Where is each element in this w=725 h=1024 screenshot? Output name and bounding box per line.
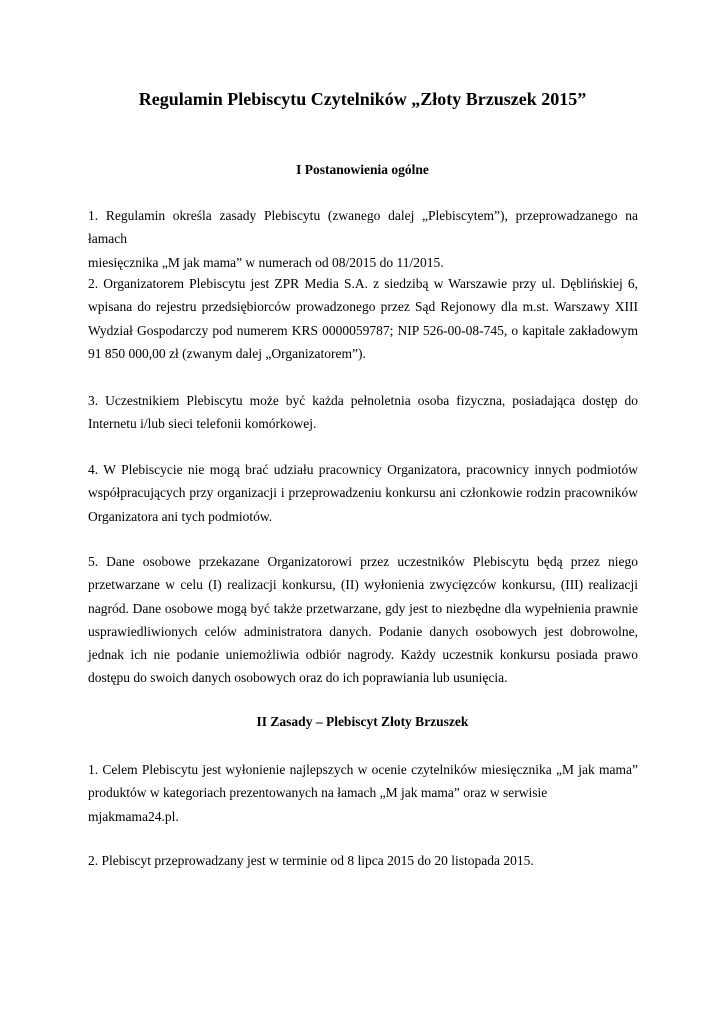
section1-paragraph-1 [88, 204, 638, 274]
paragraph-line: 91 850 000,00 zł (zwanym dalej „Organizatorem”). [88, 345, 366, 361]
paragraph-line: 3. Uczestnikiem Plebiscytu może być każda pełnoletnia osoba fizyczna, posiadająca dostęp do [88, 393, 638, 408]
paragraph-line: miesięcznika „M jak mama” w numerach od 08/2015 do 11/2015. [88, 254, 444, 270]
paragraph-line: mjakmama24.pl. [88, 808, 179, 824]
paragraph-line: współpracujących przy organizacji i przeprowadzeniu konkursu ani członkowie rodzin pracowników [88, 485, 638, 501]
section1-paragraph-4 [88, 458, 638, 528]
paragraph-line: Organizatora ani tych podmiotów. [88, 508, 273, 524]
section1-paragraph-3 [88, 389, 638, 436]
paragraph-line: 5. Dane osobowe przekazane Organizatorowi przez uczestników Plebiscytu będą przez niego [88, 554, 638, 569]
section-heading-general-provisions: I Postanowienia ogólne [296, 162, 429, 177]
document-title: Regulamin Plebiscytu Czytelników „Złoty Brzuszek 2015” [138, 89, 587, 109]
paragraph-line: jednak ich nie podanie uniemożliwia odbiór nagrody. Każdy uczestnik konkursu posiada prawo [88, 647, 638, 663]
section2-paragraph-2 [88, 849, 638, 872]
paragraph-line: Wydział Gospodarczy pod numerem KRS 0000059787; NIP 526-00-08-745, o kapitale zakładowym [88, 322, 638, 338]
paragraph-line: 4. W Plebiscycie nie mogą brać udziału pracownicy Organizatora, pracownicy innych podmiotów [88, 462, 638, 477]
paragraph-line: 1. Regulamin określa zasady Plebiscytu (zwanego dalej „Plebiscytem”), przeprowadzanego na łamach [88, 208, 638, 247]
section-heading-rules: II Zasady – Plebiscyt Złoty Brzuszek [256, 714, 469, 729]
paragraph-line: 2. Organizatorem Plebiscytu jest ZPR Media S.A. z siedzibą w Warszawie przy ul. Dęblińskiej 6, [88, 276, 638, 291]
section1-paragraph-5 [88, 550, 638, 690]
section1-paragraph-2 [88, 272, 638, 365]
paragraph-line: dostępu do swoich danych osobowych oraz do ich poprawiania lub usunięcia. [88, 670, 508, 686]
paragraph-line: przetwarzane w celu (I) realizacji konkursu, (II) wyłonienia zwycięzców konkursu, (III) realizacji [88, 577, 638, 593]
paragraph-line: nagród. Dane osobowe mogą być także przetwarzane, gdy jest to niezbędne dla wypełnienia prawnie [88, 600, 638, 616]
paragraph-line: Internetu i/lub sieci telefonii komórkowej. [88, 416, 317, 432]
paragraph-line: 2. Plebiscyt przeprowadzany jest w terminie od 8 lipca 2015 do 20 listopada 2015. [88, 853, 534, 868]
paragraph-line: 1. Celem Plebiscytu jest wyłonienie najlepszych w ocenie czytelników miesięcznika „M jak mama” [88, 762, 638, 777]
paragraph-line: wpisana do rejestru przedsiębiorców prowadzonego przez Sąd Rejonowy dla m.st. Warszawy XIII [88, 299, 638, 315]
section2-paragraph-1 [88, 758, 638, 828]
paragraph-line: produktów w kategoriach prezentowanych na łamach „M jak mama” oraz w serwisie [88, 785, 548, 801]
paragraph-line: usprawiedliwionych celów administratora danych. Podanie danych osobowych jest dobrowolne, [88, 623, 638, 639]
